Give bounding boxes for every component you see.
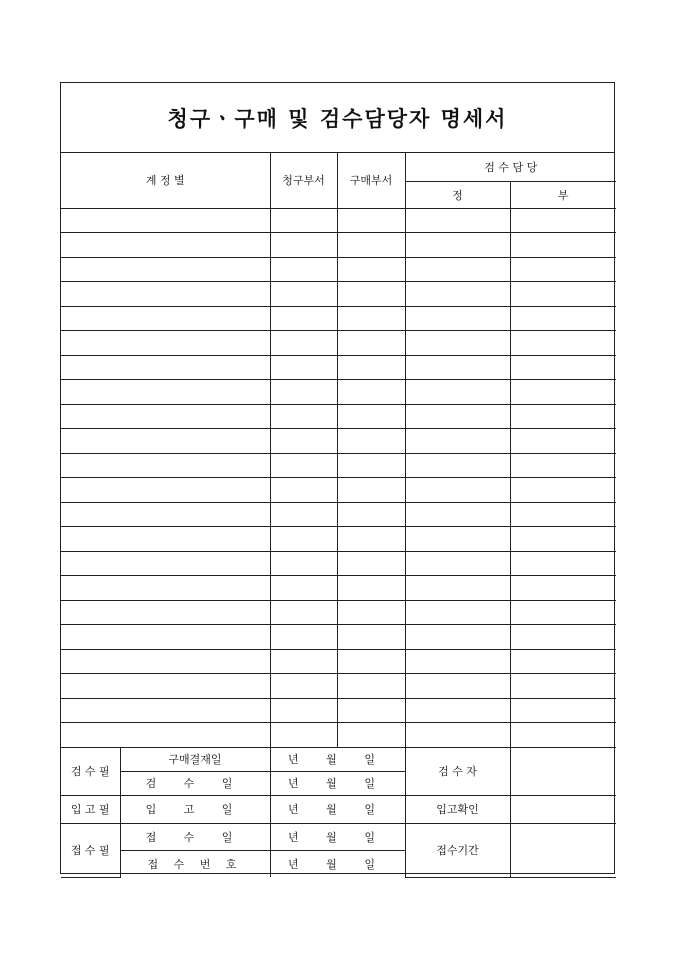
- entry-account-cell[interactable]: [61, 380, 270, 405]
- header-request-dept: 청구부서: [270, 153, 337, 208]
- entry-row: [61, 355, 616, 380]
- entry-request-dept-cell[interactable]: [270, 723, 337, 748]
- entry-secondary-cell[interactable]: [510, 355, 616, 380]
- entry-row: [61, 502, 616, 527]
- entry-row: [61, 380, 616, 405]
- entry-row: [61, 576, 616, 601]
- entry-account-cell[interactable]: [61, 257, 270, 282]
- entry-primary-cell[interactable]: [405, 429, 510, 454]
- entry-row: [61, 208, 616, 233]
- entry-purchase-dept-cell[interactable]: [337, 698, 405, 723]
- entry-request-dept-cell[interactable]: [270, 429, 337, 454]
- entry-primary-cell[interactable]: [405, 380, 510, 405]
- entry-account-cell[interactable]: [61, 649, 270, 674]
- date-field[interactable]: 년 월 일: [270, 823, 405, 850]
- entry-purchase-dept-cell[interactable]: [337, 723, 405, 748]
- inspector-label: 검 수 자: [405, 747, 510, 795]
- entry-primary-cell[interactable]: [405, 208, 510, 233]
- entry-primary-cell[interactable]: [405, 282, 510, 307]
- entry-secondary-cell[interactable]: [510, 649, 616, 674]
- header-primary: 정: [405, 181, 510, 208]
- entry-account-cell[interactable]: [61, 478, 270, 503]
- entry-request-dept-cell[interactable]: [270, 257, 337, 282]
- entry-row: [61, 282, 616, 307]
- entry-request-dept-cell[interactable]: [270, 306, 337, 331]
- entry-purchase-dept-cell[interactable]: [337, 502, 405, 527]
- receipt-sign-label: 접 수 필: [61, 823, 120, 877]
- entry-purchase-dept-cell[interactable]: [337, 625, 405, 650]
- warehouse-confirm-field[interactable]: [510, 795, 616, 823]
- entry-account-cell[interactable]: [61, 551, 270, 576]
- entry-secondary-cell[interactable]: [510, 576, 616, 601]
- entry-row: [61, 723, 616, 748]
- receipt-period-field[interactable]: [510, 823, 616, 877]
- entry-account-cell[interactable]: [61, 331, 270, 356]
- entry-secondary-cell[interactable]: [510, 331, 616, 356]
- date-field[interactable]: 년 월 일: [270, 771, 405, 795]
- entry-secondary-cell[interactable]: [510, 478, 616, 503]
- entry-purchase-dept-cell[interactable]: [337, 233, 405, 258]
- entry-primary-cell[interactable]: [405, 649, 510, 674]
- entry-purchase-dept-cell[interactable]: [337, 404, 405, 429]
- entry-secondary-cell[interactable]: [510, 306, 616, 331]
- entry-request-dept-cell[interactable]: [270, 600, 337, 625]
- entry-secondary-cell[interactable]: [510, 674, 616, 699]
- receipt-period-label: 접수기간: [405, 823, 510, 877]
- entry-account-cell[interactable]: [61, 306, 270, 331]
- header-purchase-dept: 구매부서: [337, 153, 405, 208]
- entry-secondary-cell[interactable]: [510, 698, 616, 723]
- footer-row: [61, 747, 616, 771]
- entry-row: [61, 429, 616, 454]
- entry-row: [61, 306, 616, 331]
- entry-purchase-dept-cell[interactable]: [337, 453, 405, 478]
- date-field[interactable]: 년 월 일: [270, 850, 405, 877]
- entry-purchase-dept-cell[interactable]: [337, 208, 405, 233]
- entry-account-cell[interactable]: [61, 723, 270, 748]
- entry-account-cell[interactable]: [61, 600, 270, 625]
- form-title: 청구ㆍ구매 및 검수담당자 명세서: [167, 105, 508, 131]
- entry-row: [61, 453, 616, 478]
- entry-account-cell[interactable]: [61, 404, 270, 429]
- receipt-number-label: 접 수 번 호: [120, 850, 270, 877]
- entry-secondary-cell[interactable]: [510, 625, 616, 650]
- entry-purchase-dept-cell[interactable]: [337, 527, 405, 552]
- entry-secondary-cell[interactable]: [510, 502, 616, 527]
- entry-purchase-dept-cell[interactable]: [337, 478, 405, 503]
- purchase-approval-date-label: 구매결재일: [120, 747, 270, 771]
- inspect-sign-label: 검 수 필: [61, 747, 120, 795]
- entry-row: [61, 551, 616, 576]
- entry-account-cell[interactable]: [61, 674, 270, 699]
- entry-account-cell[interactable]: [61, 527, 270, 552]
- entry-row: [61, 233, 616, 258]
- entry-row: [61, 478, 616, 503]
- entry-primary-cell[interactable]: [405, 527, 510, 552]
- receipt-date-label: 접 수 일: [120, 823, 270, 850]
- entry-request-dept-cell[interactable]: [270, 551, 337, 576]
- entry-account-cell[interactable]: [61, 233, 270, 258]
- entry-secondary-cell[interactable]: [510, 257, 616, 282]
- entry-account-cell[interactable]: [61, 429, 270, 454]
- entry-purchase-dept-cell[interactable]: [337, 306, 405, 331]
- entry-request-dept-cell[interactable]: [270, 649, 337, 674]
- entry-secondary-cell[interactable]: [510, 551, 616, 576]
- entry-row: [61, 649, 616, 674]
- warehouse-sign-label: 입 고 필: [61, 795, 120, 823]
- entry-request-dept-cell[interactable]: [270, 233, 337, 258]
- entry-account-cell[interactable]: [61, 625, 270, 650]
- entry-secondary-cell[interactable]: [510, 723, 616, 748]
- entry-row: [61, 698, 616, 723]
- entry-purchase-dept-cell[interactable]: [337, 282, 405, 307]
- entry-primary-cell[interactable]: [405, 453, 510, 478]
- entry-purchase-dept-cell[interactable]: [337, 331, 405, 356]
- inspector-field[interactable]: [510, 747, 616, 795]
- entry-request-dept-cell[interactable]: [270, 380, 337, 405]
- entry-account-cell[interactable]: [61, 453, 270, 478]
- entry-purchase-dept-cell[interactable]: [337, 380, 405, 405]
- entry-request-dept-cell[interactable]: [270, 453, 337, 478]
- entry-account-cell[interactable]: [61, 576, 270, 601]
- entry-secondary-cell[interactable]: [510, 527, 616, 552]
- entry-primary-cell[interactable]: [405, 600, 510, 625]
- entry-request-dept-cell[interactable]: [270, 331, 337, 356]
- entry-account-cell[interactable]: [61, 502, 270, 527]
- entry-purchase-dept-cell[interactable]: [337, 649, 405, 674]
- form-sheet: [60, 82, 615, 874]
- entry-request-dept-cell[interactable]: [270, 674, 337, 699]
- entry-primary-cell[interactable]: [405, 478, 510, 503]
- entry-secondary-cell[interactable]: [510, 453, 616, 478]
- entry-primary-cell[interactable]: [405, 502, 510, 527]
- entry-account-cell[interactable]: [61, 355, 270, 380]
- entry-secondary-cell[interactable]: [510, 380, 616, 405]
- entry-request-dept-cell[interactable]: [270, 355, 337, 380]
- header-secondary: 부: [510, 181, 616, 208]
- entry-request-dept-cell[interactable]: [270, 208, 337, 233]
- entry-primary-cell[interactable]: [405, 306, 510, 331]
- entry-request-dept-cell[interactable]: [270, 576, 337, 601]
- entry-request-dept-cell[interactable]: [270, 404, 337, 429]
- entry-secondary-cell[interactable]: [510, 404, 616, 429]
- entry-account-cell[interactable]: [61, 698, 270, 723]
- entry-secondary-cell[interactable]: [510, 233, 616, 258]
- entry-primary-cell[interactable]: [405, 551, 510, 576]
- title-box: [61, 83, 614, 153]
- entry-purchase-dept-cell[interactable]: [337, 600, 405, 625]
- entry-request-dept-cell[interactable]: [270, 527, 337, 552]
- warehouse-confirm-label: 입고확인: [405, 795, 510, 823]
- entry-row: [61, 331, 616, 356]
- entry-purchase-dept-cell[interactable]: [337, 551, 405, 576]
- entry-row: [61, 404, 616, 429]
- entry-secondary-cell[interactable]: [510, 208, 616, 233]
- warehouse-date-label: 입 고 일: [120, 795, 270, 823]
- entry-purchase-dept-cell[interactable]: [337, 429, 405, 454]
- entry-primary-cell[interactable]: [405, 331, 510, 356]
- entry-request-dept-cell[interactable]: [270, 625, 337, 650]
- entry-primary-cell[interactable]: [405, 674, 510, 699]
- entry-primary-cell[interactable]: [405, 355, 510, 380]
- entry-primary-cell[interactable]: [405, 698, 510, 723]
- entry-primary-cell[interactable]: [405, 625, 510, 650]
- entry-row: [61, 674, 616, 699]
- entry-row: [61, 257, 616, 282]
- entry-request-dept-cell[interactable]: [270, 478, 337, 503]
- entry-primary-cell[interactable]: [405, 404, 510, 429]
- entry-request-dept-cell[interactable]: [270, 698, 337, 723]
- entry-purchase-dept-cell[interactable]: [337, 576, 405, 601]
- footer-row: [61, 823, 616, 850]
- entry-request-dept-cell[interactable]: [270, 502, 337, 527]
- entry-row: [61, 600, 616, 625]
- entry-primary-cell[interactable]: [405, 723, 510, 748]
- entry-purchase-dept-cell[interactable]: [337, 355, 405, 380]
- entry-secondary-cell[interactable]: [510, 429, 616, 454]
- entry-row: [61, 527, 616, 552]
- header-inspection: 검 수 담 당: [405, 153, 616, 181]
- inspect-date-label: 검 수 일: [120, 771, 270, 795]
- entry-purchase-dept-cell[interactable]: [337, 674, 405, 699]
- entry-row: [61, 625, 616, 650]
- date-field[interactable]: 년 월 일: [270, 747, 405, 771]
- entries-table: [61, 153, 616, 878]
- entry-secondary-cell[interactable]: [510, 600, 616, 625]
- header-account: 계 정 별: [61, 153, 270, 208]
- header-row: [61, 153, 616, 181]
- entry-request-dept-cell[interactable]: [270, 282, 337, 307]
- date-field[interactable]: 년 월 일: [270, 795, 405, 823]
- entry-primary-cell[interactable]: [405, 576, 510, 601]
- entry-account-cell[interactable]: [61, 208, 270, 233]
- entry-account-cell[interactable]: [61, 282, 270, 307]
- entry-primary-cell[interactable]: [405, 233, 510, 258]
- footer-row: [61, 795, 616, 823]
- entry-purchase-dept-cell[interactable]: [337, 257, 405, 282]
- entry-primary-cell[interactable]: [405, 257, 510, 282]
- entry-secondary-cell[interactable]: [510, 282, 616, 307]
